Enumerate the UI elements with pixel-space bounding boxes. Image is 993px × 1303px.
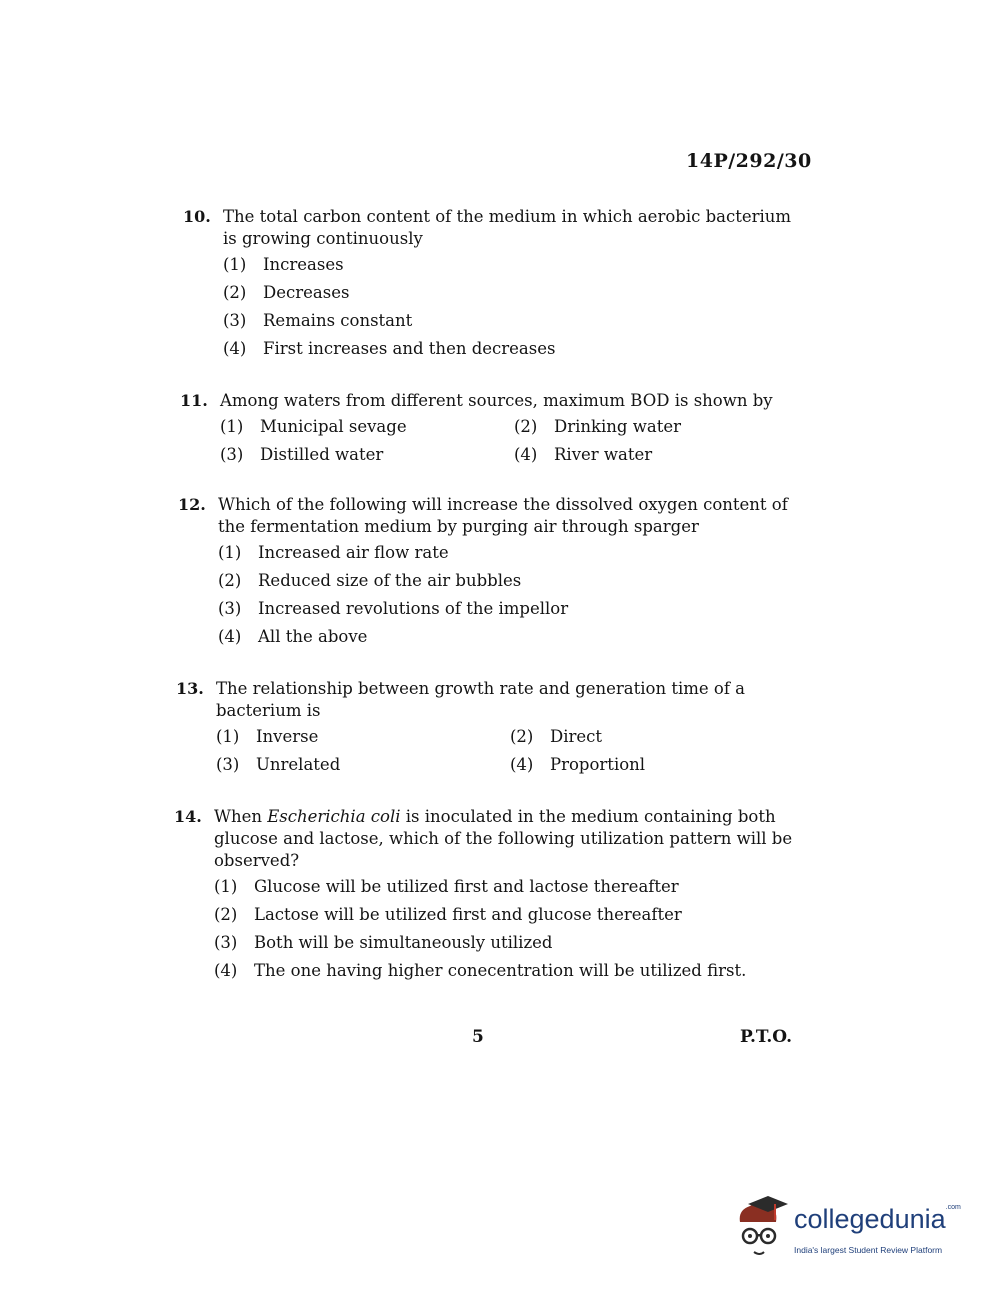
- option-1: (1) Increases: [223, 255, 344, 274]
- option-3: (3) Remains constant: [223, 311, 413, 330]
- option-1: (1) Increased air flow rate: [218, 543, 449, 562]
- question-11: [180, 390, 820, 468]
- option-4: (4) All the above: [218, 627, 368, 646]
- option-row-1: (1) Municipal sevage (2) Drinking water: [220, 417, 681, 436]
- option-3: (3) Increased revolutions of the impellor: [218, 599, 569, 618]
- question-text: The relationship between growth rate and generation time of a bacterium is: [216, 679, 746, 720]
- question-14: [174, 806, 814, 984]
- question-text: When Escherichia coli is inoculated in the medium containing both glucose and lactose, which of the following utilization pattern will be observed?: [214, 807, 793, 870]
- question-number: 10.: [183, 207, 211, 226]
- option-2: (2) Reduced size of the air bubbles: [218, 571, 522, 590]
- option-row-1: (1) Inverse (2) Direct: [216, 727, 603, 746]
- question-13: [176, 678, 816, 778]
- option-2: (2) Lactose will be utilized first and glucose thereafter: [214, 905, 682, 924]
- question-number: 14.: [174, 807, 202, 826]
- option-1: (1) Glucose will be utilized first and lactose thereafter: [214, 877, 679, 896]
- question-number: 11.: [180, 391, 208, 410]
- option-row-2: (3) Unrelated (4) Proportionl: [216, 755, 646, 774]
- question-text: Which of the following will increase the dissolved oxygen content of the fermentation medium by purging air through sparger: [218, 495, 788, 536]
- option-row-2: (3) Distilled water (4) River water: [220, 445, 653, 464]
- question-12: [178, 494, 818, 650]
- pto-label: P.T.O.: [740, 1027, 792, 1047]
- logo-tagline: India's largest Student Review Platform: [794, 1245, 943, 1255]
- option-2: (2) Decreases: [223, 283, 350, 302]
- option-4: (4) First increases and then decreases: [223, 339, 556, 358]
- mascot-graduation-cap-icon: [734, 1196, 792, 1262]
- logo-wordmark: collegedunia$^{.com}$: [794, 1204, 961, 1234]
- question-number: 12.: [178, 495, 206, 514]
- page-number: 5: [472, 1027, 484, 1047]
- organism-name: Escherichia coli: [267, 807, 401, 826]
- question-text: The total carbon content of the medium in which aerobic bacterium is growing continuously: [223, 207, 792, 248]
- question-text: Among waters from different sources, maximum BOD is shown by: [220, 391, 773, 410]
- paper-code: 14P/292/30: [686, 150, 812, 172]
- question-number: 13.: [176, 679, 204, 698]
- question-10: [183, 206, 823, 362]
- option-4: (4) The one having higher conecentration will be utilized first.: [214, 961, 747, 980]
- option-3: (3) Both will be simultaneously utilized: [214, 933, 553, 952]
- collegedunia-logo[interactable]: [734, 1196, 966, 1266]
